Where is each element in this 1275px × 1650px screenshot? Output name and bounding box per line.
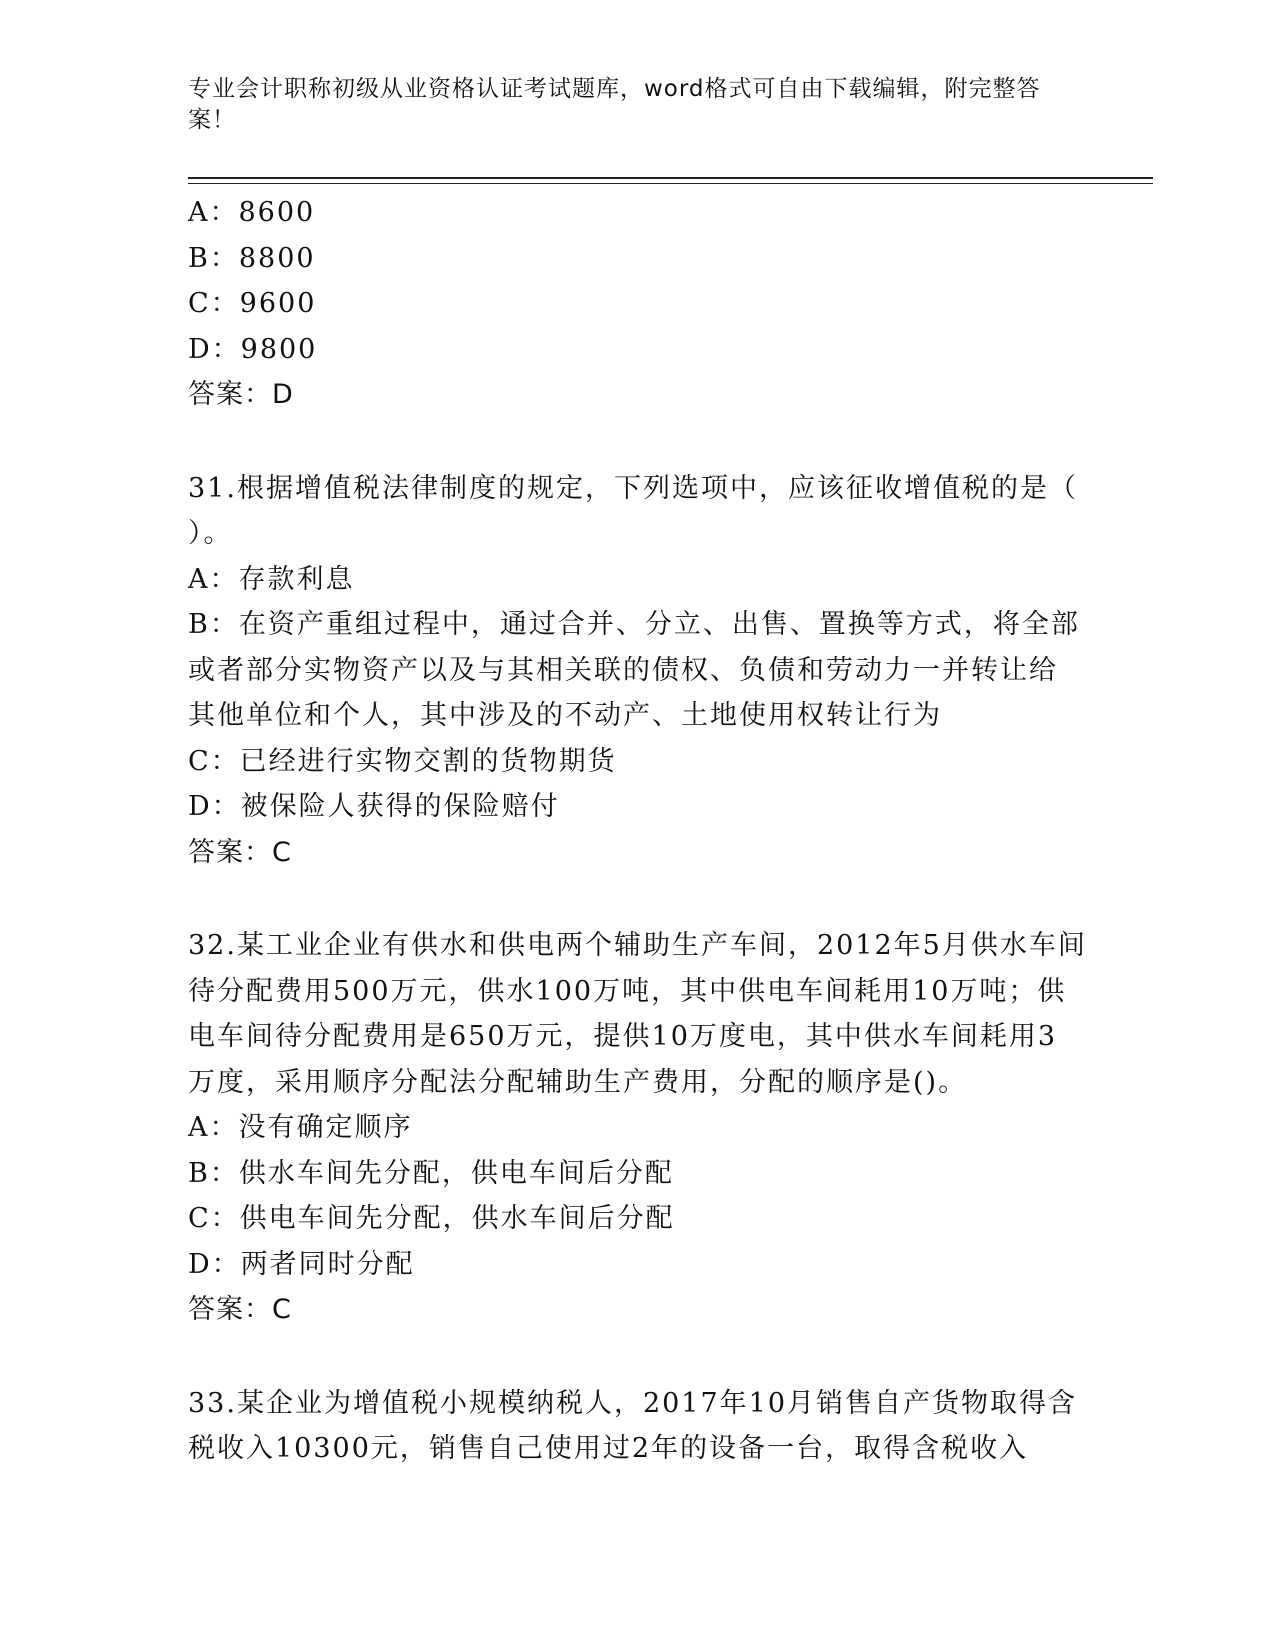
option-d: D：9800 (188, 333, 318, 365)
option-b-cont: 其他单位和个人，其中涉及的不动产、土地使用权转让行为 (188, 700, 942, 731)
answer: 答案：C (188, 836, 292, 868)
question-text: 31.根据增值税法律制度的规定，下列选项中，应该征收增值税的是（ (188, 472, 1078, 504)
question-text: 33.某企业为增值税小规模纳税人，2017年10月销售自产货物取得含 (188, 1387, 1078, 1419)
answer: 答案：D (188, 379, 294, 410)
option-d: D：被保险人获得的保险赔付 (188, 791, 560, 822)
answer: 答案：C (188, 1294, 292, 1325)
option-c: C：已经进行实物交割的货物期货 (188, 745, 617, 777)
option-b: B：在资产重组过程中，通过合并、分立、出售、置换等方式，将全部 (188, 609, 1080, 640)
option-a: A：没有确定顺序 (188, 1112, 413, 1143)
question-text: 待分配费用500万元，供水100万吨，其中供电车间耗用10万吨；供 (188, 975, 1067, 1007)
option-b: B：8800 (188, 242, 316, 274)
option-a: A：8600 (188, 197, 316, 228)
header-rule (188, 177, 1153, 179)
question-33 (188, 1381, 1078, 1472)
question-text: 电车间待分配费用是650万元，提供10万度电，其中供水车间耗用3 (188, 1021, 1058, 1052)
option-b: B：供水车间先分配，供电车间后分配 (188, 1157, 674, 1189)
option-b-cont: 或者部分实物资产以及与其相关联的债权、负债和劳动力一并转让给 (188, 654, 1058, 686)
option-c: C：9600 (188, 288, 317, 319)
page-header: 专业会计职称初级从业资格认证考试题库，word格式可自由下载编辑，附完整答案！ (188, 76, 1041, 133)
option-a: A：存款利息 (188, 563, 355, 595)
previous-question (188, 190, 1068, 418)
option-d: D：两者同时分配 (188, 1248, 415, 1280)
question-text: 32.某工业企业有供水和供电两个辅助生产车间，2012年5月供水车间 (188, 930, 1087, 961)
question-text: 万度，采用顺序分配法分配辅助生产费用，分配的顺序是()。 (188, 1066, 968, 1098)
question-text: ）。 (188, 518, 233, 549)
option-c: C：供电车间先分配，供水车间后分配 (188, 1203, 675, 1234)
question-31 (188, 466, 1080, 876)
header-rule-thin (188, 183, 1153, 184)
question-32 (188, 923, 1087, 1333)
question-text: 税收入10300元，销售自己使用过2年的设备一台，取得含税收入 (188, 1433, 1029, 1464)
question-content (188, 190, 1087, 1472)
